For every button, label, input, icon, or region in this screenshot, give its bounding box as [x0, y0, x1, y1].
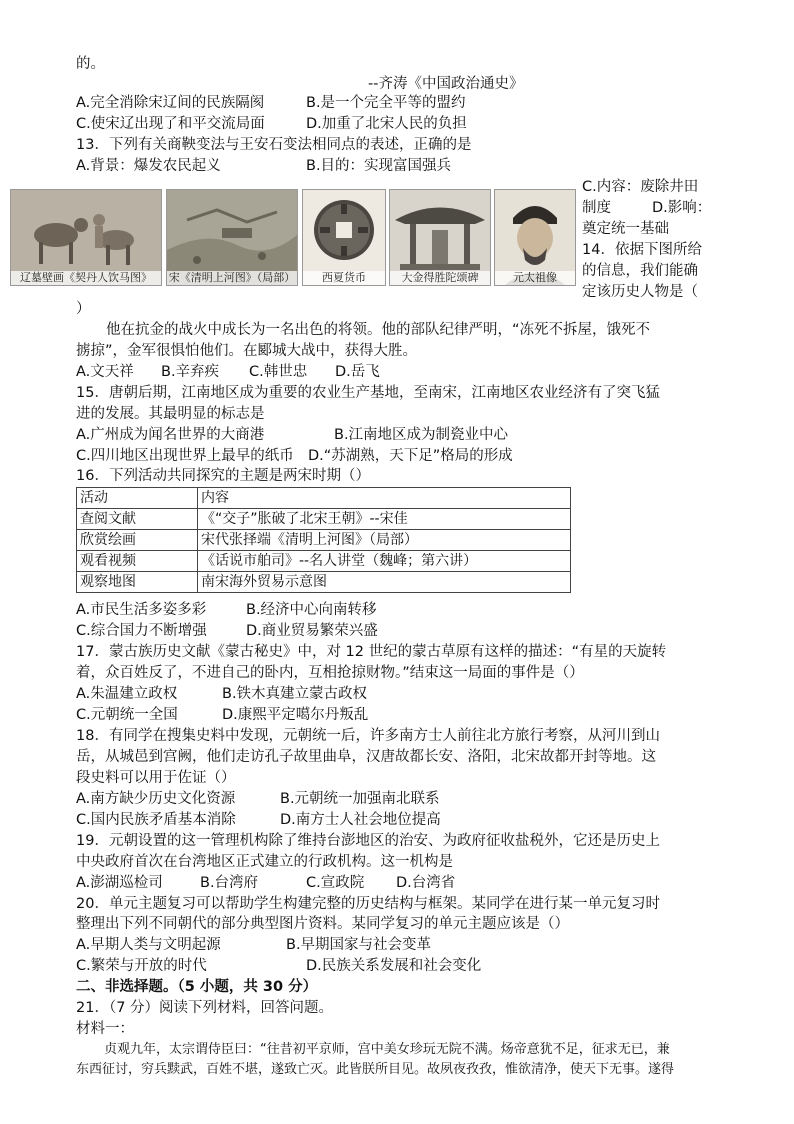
q12-option-b[interactable]: B.是一个完全平等的盟约 — [306, 95, 466, 111]
q15-options-row1 — [76, 425, 508, 445]
table-row — [77, 551, 571, 572]
q16-options-row1 — [76, 600, 377, 620]
q18-options-row1 — [76, 789, 440, 809]
q17-options-row1 — [76, 684, 367, 704]
pavilion-image — [389, 189, 491, 286]
q13-stem: 13．下列有关商鞅变法与王安石变法相同点的表述，正确的是 — [76, 137, 472, 153]
q14-stem-line3: 定该历史人物是（ — [582, 284, 698, 300]
material-text-line1: 贞观九年，太宗谓侍臣曰：“往昔初平京师，宫中美女珍玩无院不满。炀帝意犹不足，征求无已，兼 — [104, 1042, 670, 1057]
q14-option-c[interactable]: C.韩世忠 — [249, 364, 308, 380]
portrait-image — [494, 189, 576, 286]
q15-option-b[interactable]: B.江南地区成为制瓷业中心 — [334, 427, 509, 443]
q13-option-c[interactable]: C.内容：废除井田 — [582, 179, 699, 195]
q14-option-a[interactable]: A.文天祥 — [76, 364, 134, 380]
table-header-content: 内容 — [198, 488, 571, 509]
q18-stem-line3: 段史料可以用于佐证（） — [76, 770, 236, 786]
q19-stem-line2: 中央政府首次在台湾地区正式建立的行政机构。这一机构是 — [76, 854, 453, 870]
q18-stem-line2: 岳，从城邑到宫阙，他们走访孔子故里曲阜，汉唐故都长安、洛阳，北宋故都开封等地。这 — [76, 749, 656, 765]
q15-option-c[interactable]: C.四川地区出现世界上最早的纸币 — [76, 448, 294, 464]
table-cell-activity: 查阅文献 — [77, 509, 198, 530]
q17-option-d[interactable]: D.康熙平定噶尔丹叛乱 — [222, 707, 369, 723]
q18-option-d[interactable]: D.南方士人社会地位提高 — [280, 812, 441, 828]
q20-option-b[interactable]: B.早期国家与社会变革 — [286, 937, 432, 953]
q15-option-a[interactable]: A.广州成为闻名世界的大商港 — [76, 427, 265, 443]
activity-table — [76, 487, 571, 593]
table-cell-content: 《话说市舶司》--名人讲堂（魏峰；第六讲） — [198, 551, 571, 572]
q13-option-d[interactable]: D.影响： — [652, 200, 712, 216]
q21-stem: 21．（7 分）阅读下列材料，回答问题。 — [76, 1000, 334, 1016]
q12-option-a[interactable]: A.完全消除宋辽间的民族隔阂 — [76, 95, 265, 111]
q19-option-a[interactable]: A.澎湖巡检司 — [76, 875, 163, 891]
q18-option-b[interactable]: B.元朝统一加强南北联系 — [280, 791, 440, 807]
q19-options — [76, 873, 455, 893]
material-label: 材料一： — [76, 1021, 134, 1037]
q14-passage-line1: 他在抗金的战火中成长为一名出色的将领。他的部队纪律严明，“冻死不拆屋，饿死不 — [106, 322, 651, 338]
q17-option-c[interactable]: C.元朝统一全国 — [76, 707, 178, 723]
table-cell-activity: 欣赏绘画 — [77, 530, 198, 551]
q19-option-c[interactable]: C.宣政院 — [306, 875, 365, 891]
table-cell-content: 宋代张择端《清明上河图》（局部） — [198, 530, 571, 551]
text-line: 的。 — [76, 56, 105, 72]
q13-option-c-cont — [582, 198, 711, 218]
q13-option-d-cont: 奠定统一基础 — [582, 221, 669, 237]
q14-passage-line2: 掳掠”，金军很惧怕他们。在郾城大战中，获得大胜。 — [76, 343, 418, 359]
pavilion-caption: 大金得胜陀颂碑 — [390, 271, 490, 285]
q18-stem-line1: 18．有同学在搜集史料中发现，元朝统一后，许多南方士人前往北方旅行考察，从河川到山 — [76, 728, 660, 744]
q20-option-a[interactable]: A.早期人类与文明起源 — [76, 937, 221, 953]
q17-option-a[interactable]: A.朱温建立政权 — [76, 686, 178, 702]
q16-option-d[interactable]: D.商业贸易繁荣兴盛 — [246, 623, 378, 639]
q16-option-b[interactable]: B.经济中心向南转移 — [246, 602, 377, 618]
material-text-line2: 东西征讨，穷兵黩武，百姓不堪，遂致亡灭。此皆朕所目见。故夙夜孜孜，惟欲清净，使天下无事。遂得 — [76, 1062, 675, 1077]
table-row — [77, 572, 571, 593]
q20-options-row2 — [76, 956, 481, 976]
q13-options-row1 — [76, 156, 451, 176]
q13-option-c-text: 制度 — [582, 200, 611, 216]
q16-option-c[interactable]: C.综合国力不断增强 — [76, 623, 207, 639]
q19-stem-line1: 19．元朝设置的这一管理机构除了维持台澎地区的治安、为政府征收盐税外，它还是历史上 — [76, 833, 660, 849]
q13-option-a[interactable]: A.背景：爆发农民起义 — [76, 158, 221, 174]
q20-options-row1 — [76, 935, 431, 955]
table-cell-content: 《“交子”胀破了北宋王朝》--宋佳 — [198, 509, 571, 530]
portrait-caption: 元太祖像 — [495, 271, 575, 285]
table-cell-content: 南宋海外贸易示意图 — [198, 572, 571, 593]
q14-stem-line1: 14．依据下图所给 — [582, 242, 702, 258]
q18-option-a[interactable]: A.南方缺少历史文化资源 — [76, 791, 236, 807]
table-header-row — [77, 488, 571, 509]
mural-image — [10, 189, 162, 286]
q14-option-d[interactable]: D.岳飞 — [335, 364, 380, 380]
q19-option-b[interactable]: B.台湾府 — [200, 875, 259, 891]
table-cell-activity: 观察地图 — [77, 572, 198, 593]
q16-options-row2 — [76, 621, 378, 641]
q17-stem-line2: 着，众百姓反了，不进自己的卧内，互相抢掠财物。”结束这一局面的事件是（） — [76, 665, 584, 681]
q20-option-c[interactable]: C.繁荣与开放的时代 — [76, 958, 207, 974]
q18-options-row2 — [76, 810, 441, 830]
source-citation: --齐涛《中国政治通史》 — [368, 76, 524, 92]
q20-stem-line2: 整理出下列不同朝代的部分典型图片资料。某同学复习的单元主题应该是（） — [76, 916, 569, 932]
q14-options — [76, 362, 380, 382]
q12-option-c[interactable]: C.使宋辽出现了和平交流局面 — [76, 116, 265, 132]
q15-option-d[interactable]: D.“苏湖熟，天下足”格局的形成 — [308, 448, 513, 464]
table-header-activity: 活动 — [77, 488, 198, 509]
q16-stem: 16．下列活动共同探究的主题是两宋时期（） — [76, 468, 370, 484]
q13-option-b[interactable]: B.目的：实现富国强兵 — [306, 158, 452, 174]
q16-option-a[interactable]: A.市民生活多姿多彩 — [76, 602, 207, 618]
painting-image — [166, 189, 298, 286]
coin-image — [302, 189, 386, 286]
q17-option-b[interactable]: B.铁木真建立蒙古政权 — [222, 686, 368, 702]
table-cell-activity: 观看视频 — [77, 551, 198, 572]
q14-stem-line4: ） — [76, 301, 91, 317]
table-row — [77, 509, 571, 530]
q17-options-row2 — [76, 705, 368, 725]
q19-option-d[interactable]: D.台湾省 — [396, 875, 456, 891]
q14-stem-line2: 的信息，我们能确 — [582, 263, 698, 279]
q12-options-row2 — [76, 114, 467, 134]
coin-caption: 西夏货币 — [303, 271, 385, 285]
q20-stem-line1: 20．单元主题复习可以帮助学生构建完整的历史结构与框架。某同学在进行某一单元复习时 — [76, 896, 660, 912]
q15-options-row2 — [76, 446, 513, 466]
q18-option-c[interactable]: C.国内民族矛盾基本消除 — [76, 812, 236, 828]
q12-option-d[interactable]: D.加重了北宋人民的负担 — [306, 116, 467, 132]
section-heading: 二、非选择题。（5 小题，共 30 分） — [76, 979, 318, 995]
painting-caption: 宋《清明上河图》（局部） — [168, 271, 296, 284]
q15-stem-line2: 进的发展。其最明显的标志是 — [76, 406, 265, 422]
mural-caption: 辽墓壁画《契丹人饮马图》 — [11, 271, 161, 285]
q17-stem-line1: 17．蒙古族历史文献《蒙古秘史》中，对 12 世纪的蒙古草原有这样的描述：“有星的天旋转 — [76, 644, 667, 660]
table-row — [77, 530, 571, 551]
q12-options-row1 — [76, 93, 466, 113]
q20-option-d[interactable]: D.民族关系发展和社会变化 — [306, 958, 482, 974]
q14-option-b[interactable]: B.辛弃疾 — [161, 364, 220, 380]
q15-stem-line1: 15．唐朝后期，江南地区成为重要的农业生产基地，至南宋，江南地区农业经济有了突飞猛 — [76, 385, 660, 401]
